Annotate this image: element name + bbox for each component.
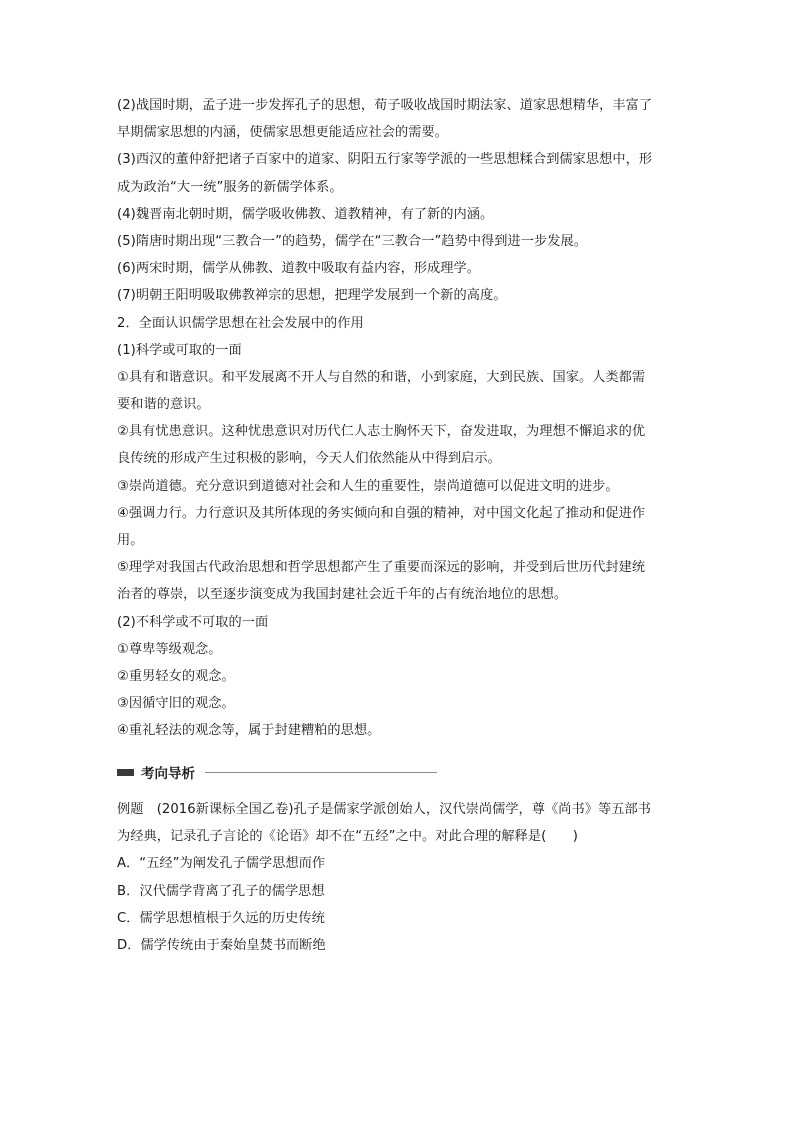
- text-line: 用。: [117, 533, 144, 548]
- section-bar-icon: [117, 769, 134, 776]
- text-line: (2)战国时期，孟子进一步发挥孔子的思想，荀子吸收战国时期法家、道家思想精华，丰富了: [117, 98, 653, 113]
- text-line: ③因循守旧的观念。: [117, 696, 235, 712]
- text-line: ②重男轻女的观念。: [117, 668, 235, 684]
- text-line: (2)不科学或不可取的一面: [117, 614, 269, 630]
- text-line: (6)两宋时期，儒学从佛教、道教中吸取有益内容，形成理学。: [117, 261, 481, 277]
- option-b: B．汉代儒学背离了孔子的儒学思想: [117, 883, 325, 899]
- subheading: 2．全面认识儒学思想在社会发展中的作用: [117, 315, 364, 331]
- text-line: 治者的尊崇，以至逐步演变成为我国封建社会近千年的占有统治地位的思想。: [117, 587, 568, 603]
- example-question: [117, 796, 680, 959]
- text-line: 要和谐的意识。: [117, 397, 210, 413]
- text-line: ①具有和谐意识。和平发展离不开人与自然的和谐，小到家庭，大到民族、国家。人类都需: [117, 369, 646, 385]
- section-title: 考向导析: [141, 766, 195, 782]
- text-line: ④重礼轻法的观念等，属于封建糟粕的思想。: [117, 723, 381, 739]
- section-header: [117, 762, 437, 782]
- question-stem-line: 为经典，记录孔子言论的《论语》却不在“五经”之中。对此合理的解释是( ): [117, 829, 578, 845]
- text-line: 良传统的形成产生过积极的影响，今天人们依然能从中得到启示。: [117, 451, 501, 467]
- text-line: ①尊卑等级观念。: [117, 641, 222, 657]
- text-line: 早期儒家思想的内涵，使儒家思想更能适应社会的需要。: [117, 125, 448, 141]
- text-line: ④强调力行。力行意识及其所体现的务实倾向和自强的精神，对中国文化起了推动和促进作: [117, 505, 646, 521]
- text-line: (5)隋唐时期出现“三教合一”的趋势，儒学在“三教合一”趋势中得到进一步发展。: [117, 233, 587, 249]
- text-line: 成为政治“大一统”服务的新儒学体系。: [117, 179, 343, 195]
- option-a: A．“五经”为阐发孔子儒学思想而作: [117, 856, 326, 872]
- text-line: ③崇尚道德。充分意识到道德对社会和人生的重要性，崇尚道德可以促进文明的进步。: [117, 478, 619, 494]
- option-c: C．儒学思想植根于久远的历史传统: [117, 910, 325, 926]
- text-line: ⑤理学对我国古代政治思想和哲学思想都产生了重要而深远的影响，并受到后世历代封建统: [117, 560, 646, 576]
- section-divider: [205, 772, 437, 773]
- text-line: (1)科学或可取的一面: [117, 342, 242, 358]
- main-text: [117, 92, 680, 745]
- question-stem-line: 例题 (2016新课标全国乙卷)孔子是儒家学派创始人，汉代崇尚儒学，尊《尚书》等五部书: [117, 802, 651, 817]
- text-line: (4)魏晋南北朝时期，儒学吸收佛教、道教精神，有了新的内涵。: [117, 206, 494, 222]
- text-line: (7)明朝王阳明吸取佛教禅宗的思想，把理学发展到一个新的高度。: [117, 288, 507, 304]
- text-line: (3)西汉的董仲舒把诸子百家中的道家、阴阳五行家等学派的一些思想糅合到儒家思想中，形: [117, 152, 653, 168]
- text-line: ②具有忧患意识。这种忧患意识对历代仁人志士胸怀天下，奋发进取，为理想不懈追求的优: [117, 424, 646, 440]
- option-d: D．儒学传统由于秦始皇焚书而断绝: [117, 937, 326, 953]
